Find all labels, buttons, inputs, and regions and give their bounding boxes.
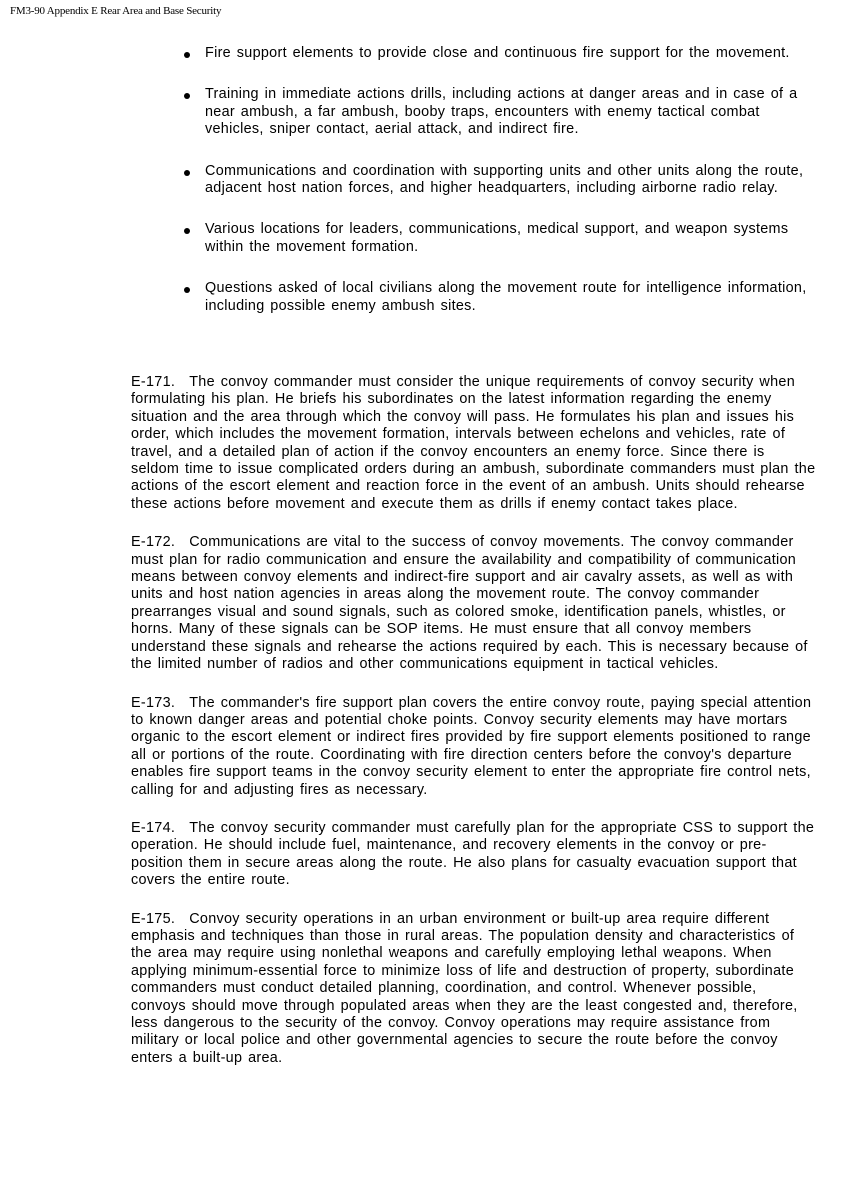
bullet-icon (184, 287, 190, 293)
list-item (205, 221, 817, 256)
bullet-text: Questions asked of local civilians along the movement route for intelligence information, including possible enemy ambush sites. (205, 280, 807, 314)
paragraph-text: The commander's fire support plan covers the entire convoy route, paying special attention to known danger areas and potential choke points. Convoy security elements may have mortars organic to the escort element or indirect fires provided by fire support elements positioned to range all or portions of the route. Coordinating with fire direction centers before the convoy's departure enables fire support teams in the convoy security element to enter the appropriate fire control nets, calling for and adjusting fires as necessary. (131, 694, 812, 798)
paragraph-number: E-172. (131, 534, 176, 551)
list-item (205, 163, 817, 198)
list-item (205, 45, 817, 62)
running-header: FM3-90 Appendix E Rear Area and Base Security (10, 5, 222, 17)
paragraph-text: The convoy commander must consider the unique requirements of convoy security when formulating his plan. He briefs his subordinates on the latest information regarding the enemy situation and the area through which the convoy will pass. He formulates his plan and issues his order, which includes the movement formation, intervals between echelons and vehicles, rate of travel, and a detailed plan of action if the convoy encounters an enemy force. Since there is seldom time to issue complicated orders during an ambush, subordinate commanders must plan the actions of the escort element and reaction force in the event of an ambush. Units should rehearse these actions before movement and execute them as drills if enemy contact takes place. (131, 374, 816, 512)
list-item (205, 280, 817, 315)
bullet-icon (184, 228, 190, 234)
bullet-text: Training in immediate actions drills, including actions at danger areas and in case of a near ambush, a far ambush, booby traps, encounters with enemy tactical combat vehicles, sniper contact, aerial attack, and indirect fire. (205, 86, 798, 138)
paragraph-e-175 (131, 911, 817, 1068)
paragraph-text: The convoy security commander must carefully plan for the appropriate CSS to support the operation. He should include fuel, maintenance, and recovery elements in the convoy or pre-position them in secure areas along the route. He also plans for casualty evacuation support that covers the entire route. (131, 819, 815, 889)
paragraph-number: E-171. (131, 374, 176, 390)
bullet-list (0, 45, 846, 339)
paragraph-number: E-174. (131, 819, 176, 836)
paragraph-text: Convoy security operations in an urban environment or built-up area require different emphasis and techniques than those in rural areas. The population density and characteristics of the area may require using nonlethal weapons and carefully employing lethal weapons. When applying minimum-essential force to minimize loss of life and destruction of property, subordinate commanders must conduct detailed planning, coordination, and control. Whenever possible, convoys should move through populated areas when they are the least congested and, therefore, less dangerous to the security of the convoy. Convoy operations may require assistance from military or local police and other governmental agencies to secure the route before the convoy enters a built-up area. (131, 910, 798, 1066)
bullet-icon (184, 52, 190, 58)
bullet-text: Communications and coordination with supporting units and other units along the route, adjacent host nation forces, and higher headquarters, including airborne radio relay. (205, 162, 804, 197)
paragraph-e-173 (131, 695, 817, 799)
paragraph-text: Communications are vital to the success of convoy movements. The convoy commander must plan for radio communication and ensure the availability and compatibility of communication means between convoy elements and indirect-fire support and air cavalry assets, as well as with units and host nation agencies in areas along the movement route. The convoy commander prearranges visual and sound signals, such as colored smoke, identification panels, whistles, or horns. Many of these signals can be SOP items. He must ensure that all convoy members understand these signals and rehearse the actions required by each. This is necessary because of the limited number of radios and other communications equipment in tactical vehicles. (131, 534, 808, 673)
bullet-text: Various locations for leaders, communications, medical support, and weapon systems within the movement formation. (205, 221, 789, 255)
paragraph-e-171 (131, 374, 817, 513)
paragraph-e-174 (131, 820, 817, 890)
paragraph-number: E-173. (131, 694, 176, 711)
bullet-icon (184, 170, 190, 176)
paragraph-e-172 (131, 534, 817, 673)
bullet-icon (184, 93, 190, 99)
numbered-paragraphs (131, 374, 817, 1088)
list-item (205, 86, 817, 138)
paragraph-number: E-175. (131, 910, 176, 927)
bullet-text: Fire support elements to provide close and continuous fire support for the movement. (205, 45, 790, 61)
